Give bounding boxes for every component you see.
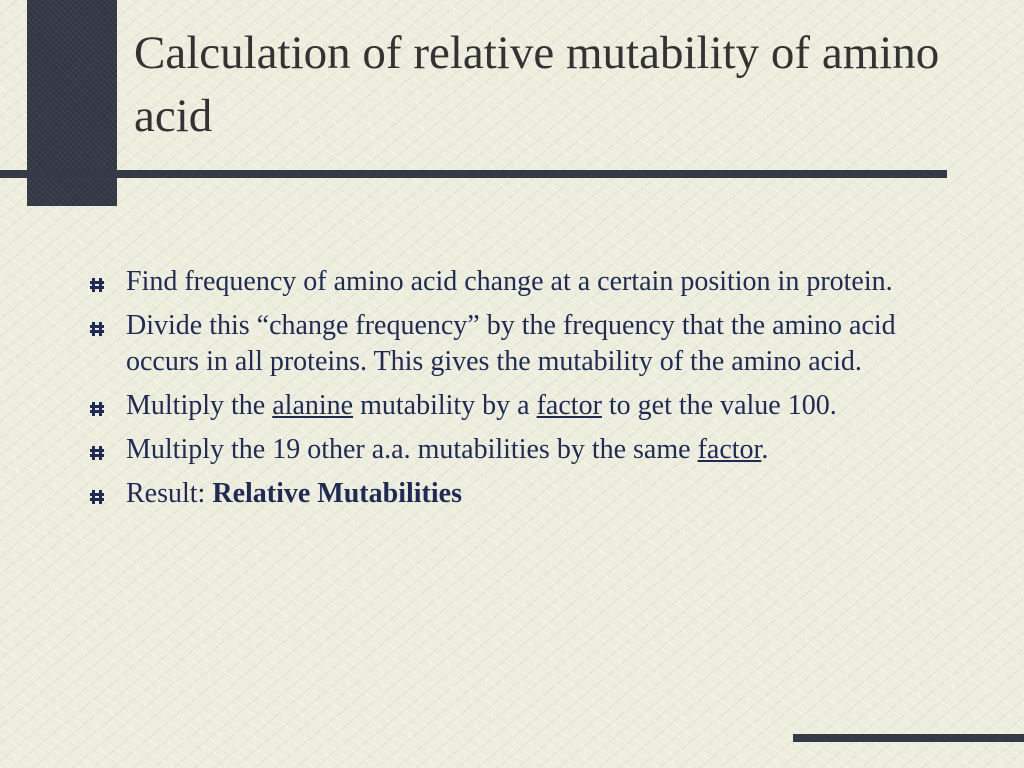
factor-link[interactable]: factor	[536, 390, 602, 421]
bullet-item	[90, 308, 940, 380]
top-divider-rule	[0, 170, 947, 178]
hash-square-bullet-icon	[90, 490, 104, 504]
bullet-text: Divide this “change frequency” by the frequency that the amino acid occurs in all proteins. This gives the mutability of the amino acid.	[126, 310, 896, 377]
bullet-text-part: .	[761, 434, 769, 465]
bullet-text-part: mutability by a	[353, 390, 537, 421]
result-label: Result:	[126, 478, 213, 509]
alanine-link[interactable]: alanine	[272, 390, 354, 421]
bullet-text-part: Multiply the 19 other a.a. mutabilities by the same	[126, 434, 698, 465]
hash-square-bullet-icon	[90, 402, 104, 416]
result-emphasis: Relative Mutabilities	[212, 478, 462, 509]
bullet-item	[90, 264, 940, 300]
slide-title: Calculation of relative mutability of amino acid	[134, 27, 940, 142]
bottom-divider-rule	[793, 734, 1024, 742]
hash-square-bullet-icon	[90, 322, 104, 336]
bullet-item	[90, 476, 940, 512]
hash-square-bullet-icon	[90, 278, 104, 292]
hash-square-bullet-icon	[90, 446, 104, 460]
bullet-text-part: to get the value 100.	[601, 390, 837, 421]
bullet-item	[90, 432, 940, 468]
bullet-text-part: Multiply the	[126, 390, 273, 421]
bullet-item	[90, 388, 940, 424]
bullet-list	[90, 264, 940, 520]
bullet-text: Find frequency of amino acid change at a certain position in protein.	[126, 266, 893, 297]
factor-link[interactable]: factor	[697, 434, 762, 465]
